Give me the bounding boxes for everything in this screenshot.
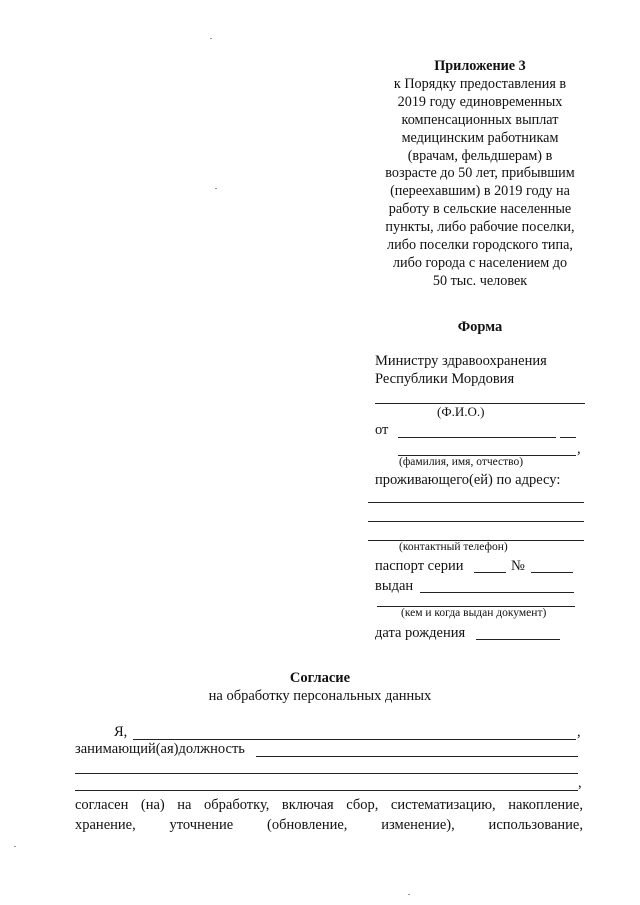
name-caption: (фамилия, имя, отчество) bbox=[399, 456, 524, 468]
issued-label: выдан bbox=[375, 578, 414, 594]
issued-line-1[interactable] bbox=[420, 592, 574, 593]
appendix-line: (врачам, фельдшерам) в bbox=[407, 147, 553, 164]
appendix-line: медицинским работникам bbox=[401, 129, 559, 146]
consent-i-label: Я, bbox=[114, 724, 128, 740]
appendix-header bbox=[370, 58, 590, 291]
appendix-line: к Порядку предоставления в bbox=[393, 75, 567, 92]
appendix-line: работу в сельские населенные bbox=[388, 201, 572, 218]
consent-body-line-2: хранение, уточнение (обновление, изменение), использование, bbox=[75, 817, 583, 833]
from-name-line[interactable] bbox=[398, 437, 556, 438]
addressee-line-1: Министру здравоохранения bbox=[375, 353, 547, 369]
address-line-2[interactable] bbox=[368, 521, 584, 522]
position-label: занимающий(ая)должность bbox=[75, 741, 245, 757]
appendix-line: компенсационных выплат bbox=[401, 111, 559, 128]
position-line-3[interactable] bbox=[75, 790, 578, 791]
consent-name-line[interactable] bbox=[133, 739, 576, 740]
scan-speck bbox=[14, 846, 16, 847]
birth-date-label: дата рождения bbox=[375, 625, 466, 641]
passport-number-label: № bbox=[511, 558, 525, 574]
appendix-line: либо поселки городского типа, bbox=[387, 237, 573, 254]
appendix-line: возрасте до 50 лет, прибывшим bbox=[385, 165, 575, 182]
consent-body-line-1: согласен (на) на обработку, включая сбор, систематизацию, накопление, bbox=[75, 797, 583, 813]
appendix-line: либо города с населением до bbox=[392, 254, 568, 271]
appendix-line: пункты, либо рабочие поселки, bbox=[385, 219, 575, 236]
passport-number-line[interactable] bbox=[531, 572, 573, 573]
appendix-title: Приложение 3 bbox=[434, 58, 526, 74]
addressee bbox=[375, 352, 595, 388]
passport-label: паспорт серии bbox=[375, 558, 464, 574]
consent-subtitle: на обработку персональных данных bbox=[208, 688, 432, 704]
addressee-line-2: Республики Мордовия bbox=[375, 371, 515, 387]
scan-speck bbox=[210, 38, 212, 39]
scan-speck bbox=[408, 894, 410, 895]
consent-body bbox=[75, 795, 583, 835]
fio-caption: (Ф.И.О.) bbox=[437, 404, 485, 419]
birth-date-line[interactable] bbox=[476, 639, 560, 640]
from-label: от bbox=[375, 422, 389, 438]
appendix-line: 2019 году единовременных bbox=[397, 93, 563, 110]
form-label: Форма bbox=[457, 319, 503, 335]
address-line-1[interactable] bbox=[368, 502, 584, 503]
consent-title: Согласие bbox=[289, 670, 351, 686]
issued-caption: (кем и когда выдан документ) bbox=[401, 607, 547, 619]
address-label: проживающего(ей) по адресу: bbox=[375, 472, 561, 488]
appendix-line: 50 тыс. человек bbox=[432, 272, 528, 289]
position-line-1[interactable] bbox=[256, 756, 578, 757]
passport-series-line[interactable] bbox=[474, 572, 506, 573]
phone-caption: (контактный телефон) bbox=[399, 541, 508, 553]
appendix-line: (переехавшим) в 2019 году на bbox=[390, 183, 570, 200]
position-line-2[interactable] bbox=[75, 773, 578, 774]
position-comma: , bbox=[578, 775, 582, 791]
from-name-line-tail[interactable] bbox=[560, 437, 576, 438]
scan-speck bbox=[215, 188, 217, 189]
consent-name-comma: , bbox=[577, 724, 581, 740]
name-line-comma: , bbox=[577, 441, 581, 457]
